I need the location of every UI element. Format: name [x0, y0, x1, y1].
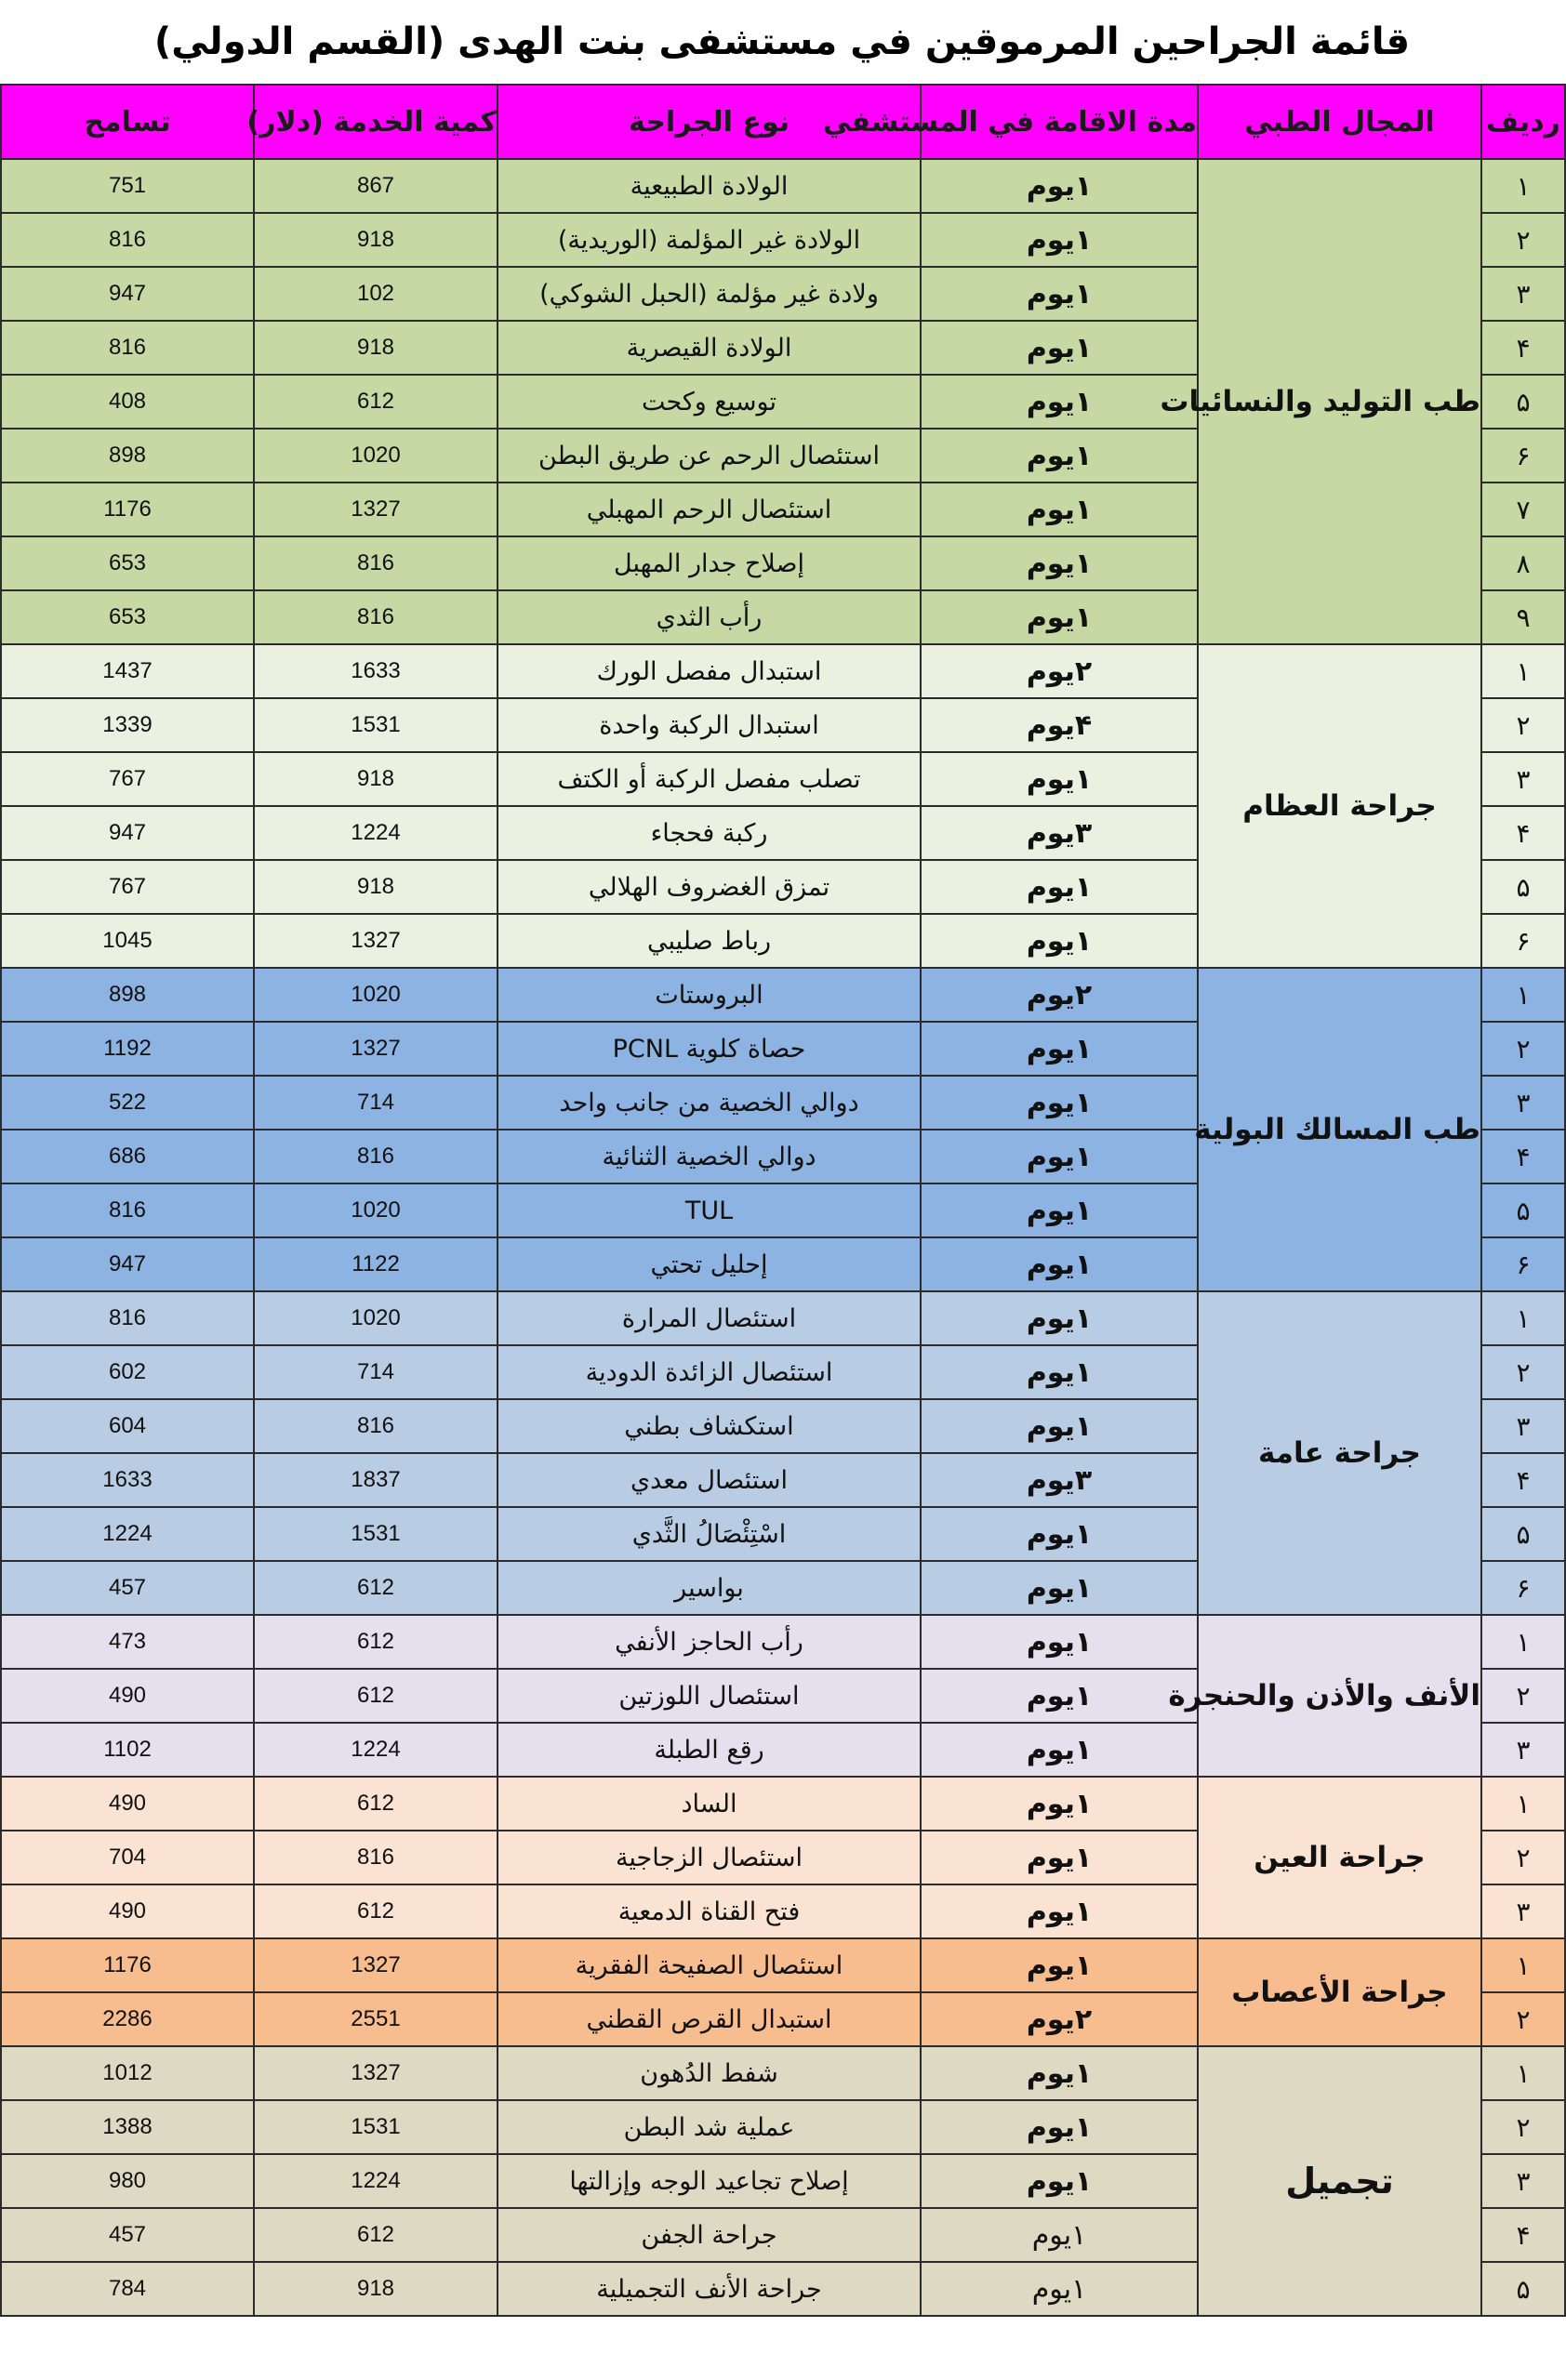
row-index: ۵ — [1481, 1183, 1565, 1237]
row-index: ۴ — [1481, 321, 1565, 375]
surgery-type: رباط صليبي — [498, 914, 921, 968]
service-amount: 1531 — [254, 1507, 498, 1561]
row-index: ٣ — [1481, 1399, 1565, 1453]
row-index: ١ — [1481, 968, 1565, 1022]
row-index: ۶ — [1481, 1237, 1565, 1291]
surgery-type: عملية شد البطن — [498, 2100, 921, 2154]
discount-amount: 816 — [1, 213, 254, 267]
hospital-stay: ١يوم — [921, 159, 1198, 213]
discount-amount: 490 — [1, 1669, 254, 1723]
row-index: ٩ — [1481, 590, 1565, 644]
service-amount: 612 — [254, 2208, 498, 2262]
row-index: ١ — [1481, 644, 1565, 698]
surgery-type: شفط الدُهون — [498, 2046, 921, 2100]
surgery-type: استئصال الزائدة الدودية — [498, 1345, 921, 1399]
surgery-type: جراحة الأنف التجميلية — [498, 2262, 921, 2316]
surgery-type: إصلاح جدار المهبل — [498, 536, 921, 590]
discount-amount: 980 — [1, 2154, 254, 2208]
service-amount: 1327 — [254, 1022, 498, 1076]
row-index: ١ — [1481, 1615, 1565, 1669]
discount-amount: 2286 — [1, 1992, 254, 2046]
surgery-type: توسيع وكحت — [498, 375, 921, 429]
price-table-wrapper — [0, 84, 1564, 2317]
service-amount: 714 — [254, 1345, 498, 1399]
service-amount: 1224 — [254, 806, 498, 860]
service-amount: 1327 — [254, 483, 498, 536]
medical-field-obgyn: طب التوليد والنسائيات — [1198, 159, 1481, 644]
surgery-type: جراحة الجفن — [498, 2208, 921, 2262]
discount-amount: 457 — [1, 2208, 254, 2262]
row-index: ٣ — [1481, 1884, 1565, 1938]
hospital-stay: ١يوم — [921, 1237, 1198, 1291]
discount-amount: 602 — [1, 1345, 254, 1399]
hospital-stay: ١يوم — [921, 483, 1198, 536]
service-amount: 1837 — [254, 1453, 498, 1507]
row-index: ٣ — [1481, 1076, 1565, 1130]
surgery-type: استئصال الصفيحة الفقرية — [498, 1938, 921, 1992]
row-index: ٢ — [1481, 1831, 1565, 1884]
surgery-type: الولادة الطبيعية — [498, 159, 921, 213]
row-index: ٢ — [1481, 2100, 1565, 2154]
service-amount: 612 — [254, 1669, 498, 1723]
surgery-type: استئصال الرحم المهبلي — [498, 483, 921, 536]
service-amount: 1020 — [254, 429, 498, 483]
surgery-type: الساد — [498, 1777, 921, 1831]
hospital-stay: ١يوم — [921, 1938, 1198, 1992]
service-amount: 1224 — [254, 1723, 498, 1777]
hospital-stay: ١يوم — [921, 2154, 1198, 2208]
service-amount: 816 — [254, 590, 498, 644]
hospital-stay: ١يوم — [921, 590, 1198, 644]
hospital-stay: ١يوم — [921, 429, 1198, 483]
service-amount: 918 — [254, 321, 498, 375]
hospital-stay: ١يوم — [921, 536, 1198, 590]
surgery-type: اسْتِئْصَالُ الثَّدي — [498, 1507, 921, 1561]
row-index: ۵ — [1481, 2262, 1565, 2316]
row-index: ١ — [1481, 159, 1565, 213]
service-amount: 816 — [254, 1831, 498, 1884]
discount-amount: 751 — [1, 159, 254, 213]
service-amount: 1531 — [254, 698, 498, 752]
discount-amount: 898 — [1, 968, 254, 1022]
service-amount: 102 — [254, 267, 498, 321]
service-amount: 714 — [254, 1076, 498, 1130]
discount-amount: 1437 — [1, 644, 254, 698]
discount-amount: 1045 — [1, 914, 254, 968]
discount-amount: 1012 — [1, 2046, 254, 2100]
discount-amount: 1633 — [1, 1453, 254, 1507]
row-index: ٨ — [1481, 536, 1565, 590]
table-row — [1, 159, 1565, 213]
table-row — [1, 1615, 1565, 1669]
service-amount: 1633 — [254, 644, 498, 698]
row-index: ۴ — [1481, 1130, 1565, 1183]
service-amount: 1020 — [254, 1291, 498, 1345]
surgery-type: دوالي الخصية من جانب واحد — [498, 1076, 921, 1130]
hospital-stay: ١يوم — [921, 1291, 1198, 1345]
discount-amount: 816 — [1, 1183, 254, 1237]
table-row — [1, 1938, 1565, 1992]
row-index: ٣ — [1481, 1723, 1565, 1777]
surgery-type: رأب الثدي — [498, 590, 921, 644]
discount-amount: 947 — [1, 267, 254, 321]
discount-amount: 704 — [1, 1831, 254, 1884]
discount-amount: 898 — [1, 429, 254, 483]
discount-amount: 522 — [1, 1076, 254, 1130]
hospital-stay: ٢يوم — [921, 1992, 1198, 2046]
service-amount: 612 — [254, 1777, 498, 1831]
surgery-type: رأب الحاجز الأنفي — [498, 1615, 921, 1669]
header-service-amount: کمیة الخدمة (دلار) — [254, 85, 498, 159]
surgery-type: الولادة غير المؤلمة (الوريدية) — [498, 213, 921, 267]
row-index: ۵ — [1481, 375, 1565, 429]
medical-field-general: جراحة عامة — [1198, 1291, 1481, 1615]
surgery-type: إصلاح تجاعيد الوجه وإزالتها — [498, 2154, 921, 2208]
service-amount: 918 — [254, 752, 498, 806]
hospital-stay: ١يوم — [921, 2208, 1198, 2262]
service-amount: 918 — [254, 860, 498, 914]
discount-amount: 408 — [1, 375, 254, 429]
discount-amount: 1192 — [1, 1022, 254, 1076]
row-index: ۴ — [1481, 1453, 1565, 1507]
row-index: ۵ — [1481, 1507, 1565, 1561]
row-index: ٢ — [1481, 1345, 1565, 1399]
hospital-stay: ١يوم — [921, 2100, 1198, 2154]
service-amount: 1020 — [254, 968, 498, 1022]
service-amount: 918 — [254, 2262, 498, 2316]
row-index: ١ — [1481, 1938, 1565, 1992]
hospital-stay: ۴يوم — [921, 698, 1198, 752]
row-index: ٢ — [1481, 213, 1565, 267]
service-amount: 816 — [254, 1399, 498, 1453]
row-index: ۴ — [1481, 2208, 1565, 2262]
surgery-price-table — [0, 84, 1566, 2317]
service-amount: 612 — [254, 1615, 498, 1669]
discount-amount: 604 — [1, 1399, 254, 1453]
row-index: ٣ — [1481, 2154, 1565, 2208]
service-amount: 1531 — [254, 2100, 498, 2154]
service-amount: 1327 — [254, 1938, 498, 1992]
hospital-stay: ٢يوم — [921, 644, 1198, 698]
row-index: ٣ — [1481, 752, 1565, 806]
hospital-stay: ١يوم — [921, 1345, 1198, 1399]
row-index: ١ — [1481, 1777, 1565, 1831]
row-index: ۶ — [1481, 429, 1565, 483]
table-row — [1, 968, 1565, 1022]
discount-amount: 1176 — [1, 483, 254, 536]
header-hospital-stay: مدة الاقامة في المستشفي — [921, 85, 1198, 159]
hospital-stay: ١يوم — [921, 1076, 1198, 1130]
medical-field-eye: جراحة العين — [1198, 1777, 1481, 1938]
surgery-type: الولادة القيصرية — [498, 321, 921, 375]
discount-amount: 816 — [1, 1291, 254, 1345]
hospital-stay: ١يوم — [921, 375, 1198, 429]
table-row — [1, 1777, 1565, 1831]
hospital-stay: ١يوم — [921, 267, 1198, 321]
table-header-row — [1, 85, 1565, 159]
row-index: ۶ — [1481, 1561, 1565, 1615]
row-index: ۶ — [1481, 914, 1565, 968]
hospital-stay: ١يوم — [921, 860, 1198, 914]
discount-amount: 1339 — [1, 698, 254, 752]
header-discount: تسامح — [1, 85, 254, 159]
surgery-type: فتح القناة الدمعية — [498, 1884, 921, 1938]
hospital-stay: ١يوم — [921, 1723, 1198, 1777]
row-index: ١ — [1481, 1291, 1565, 1345]
discount-amount: 947 — [1, 806, 254, 860]
hospital-stay: ١يوم — [921, 1777, 1198, 1831]
hospital-stay: ١يوم — [921, 1884, 1198, 1938]
row-index: ١ — [1481, 2046, 1565, 2100]
service-amount: 918 — [254, 213, 498, 267]
hospital-stay: ١يوم — [921, 2262, 1198, 2316]
service-amount: 1020 — [254, 1183, 498, 1237]
discount-amount: 490 — [1, 1884, 254, 1938]
surgery-type: استئصال المرارة — [498, 1291, 921, 1345]
hospital-stay: ١يوم — [921, 321, 1198, 375]
service-amount: 2551 — [254, 1992, 498, 2046]
hospital-stay: ١يوم — [921, 914, 1198, 968]
surgery-type: ركبة فحجاء — [498, 806, 921, 860]
discount-amount: 1388 — [1, 2100, 254, 2154]
hospital-stay: ١يوم — [921, 1399, 1198, 1453]
row-index: ٣ — [1481, 267, 1565, 321]
surgery-type: حصاة كلوية PCNL — [498, 1022, 921, 1076]
hospital-stay: ١يوم — [921, 1130, 1198, 1183]
service-amount: 1327 — [254, 2046, 498, 2100]
hospital-stay: ١يوم — [921, 1561, 1198, 1615]
service-amount: 816 — [254, 1130, 498, 1183]
surgery-type: استئصال اللوزتين — [498, 1669, 921, 1723]
row-index: ٧ — [1481, 483, 1565, 536]
discount-amount: 1224 — [1, 1507, 254, 1561]
surgery-type: استكشاف بطني — [498, 1399, 921, 1453]
table-row — [1, 1291, 1565, 1345]
surgery-type: استبدال الركبة واحدة — [498, 698, 921, 752]
discount-amount: 1102 — [1, 1723, 254, 1777]
discount-amount: 784 — [1, 2262, 254, 2316]
row-index: ۴ — [1481, 806, 1565, 860]
hospital-stay: ١يوم — [921, 752, 1198, 806]
hospital-stay: ١يوم — [921, 1831, 1198, 1884]
row-index: ٢ — [1481, 1022, 1565, 1076]
service-amount: 612 — [254, 1561, 498, 1615]
service-amount: 1327 — [254, 914, 498, 968]
table-row — [1, 2046, 1565, 2100]
surgery-type: إحليل تحتي — [498, 1237, 921, 1291]
row-index: ٢ — [1481, 1992, 1565, 2046]
discount-amount: 490 — [1, 1777, 254, 1831]
discount-amount: 767 — [1, 860, 254, 914]
surgery-type: استئصال معدي — [498, 1453, 921, 1507]
surgery-type: استئصال الزجاجية — [498, 1831, 921, 1884]
medical-field-orthopedics: جراحة العظام — [1198, 644, 1481, 968]
medical-field-cosmetic: تجميل — [1198, 2046, 1481, 2316]
row-index: ٢ — [1481, 1669, 1565, 1723]
service-amount: 867 — [254, 159, 498, 213]
surgery-type: بواسير — [498, 1561, 921, 1615]
discount-amount: 816 — [1, 321, 254, 375]
discount-amount: 653 — [1, 536, 254, 590]
discount-amount: 1176 — [1, 1938, 254, 1992]
discount-amount: 653 — [1, 590, 254, 644]
surgery-type: ولادة غير مؤلمة (الحبل الشوكي) — [498, 267, 921, 321]
medical-field-neuro: جراحة الأعصاب — [1198, 1938, 1481, 2046]
service-amount: 612 — [254, 375, 498, 429]
table-row — [1, 644, 1565, 698]
hospital-stay: ١يوم — [921, 1669, 1198, 1723]
hospital-stay: ١يوم — [921, 1022, 1198, 1076]
surgery-type: رقع الطبلة — [498, 1723, 921, 1777]
discount-amount: 457 — [1, 1561, 254, 1615]
hospital-stay: ٣يوم — [921, 1453, 1198, 1507]
surgery-type: TUL — [498, 1183, 921, 1237]
surgery-type: استئصال الرحم عن طريق البطن — [498, 429, 921, 483]
hospital-stay: ٢يوم — [921, 968, 1198, 1022]
discount-amount: 947 — [1, 1237, 254, 1291]
hospital-stay: ٣يوم — [921, 806, 1198, 860]
header-surgery-type: نوع الجراحة — [498, 85, 921, 159]
header-medical-field: المجال الطبي — [1198, 85, 1481, 159]
discount-amount: 767 — [1, 752, 254, 806]
surgery-type: البروستات — [498, 968, 921, 1022]
medical-field-ent: الأنف والأذن والحنجرة — [1198, 1615, 1481, 1777]
hospital-stay: ١يوم — [921, 213, 1198, 267]
surgery-type: تصلب مفصل الركبة أو الكتف — [498, 752, 921, 806]
medical-field-urology: طب المسالك البولية — [1198, 968, 1481, 1291]
discount-amount: 686 — [1, 1130, 254, 1183]
table-body — [1, 159, 1565, 2316]
surgery-type: تمزق الغضروف الهلالي — [498, 860, 921, 914]
header-index: رديف — [1481, 85, 1565, 159]
surgery-type: استبدال مفصل الورك — [498, 644, 921, 698]
hospital-stay: ١يوم — [921, 1183, 1198, 1237]
row-index: ٢ — [1481, 698, 1565, 752]
surgery-type: استبدال القرص القطني — [498, 1992, 921, 2046]
service-amount: 1224 — [254, 2154, 498, 2208]
surgery-type: دوالي الخصية الثنائية — [498, 1130, 921, 1183]
service-amount: 816 — [254, 536, 498, 590]
hospital-stay: ١يوم — [921, 1507, 1198, 1561]
service-amount: 612 — [254, 1884, 498, 1938]
hospital-stay: ١يوم — [921, 2046, 1198, 2100]
row-index: ۵ — [1481, 860, 1565, 914]
discount-amount: 473 — [1, 1615, 254, 1669]
page-title: قائمة الجراحين المرموقين في مستشفى بنت الهدى (القسم الدولي) — [153, 20, 1411, 63]
hospital-stay: ١يوم — [921, 1615, 1198, 1669]
service-amount: 1122 — [254, 1237, 498, 1291]
